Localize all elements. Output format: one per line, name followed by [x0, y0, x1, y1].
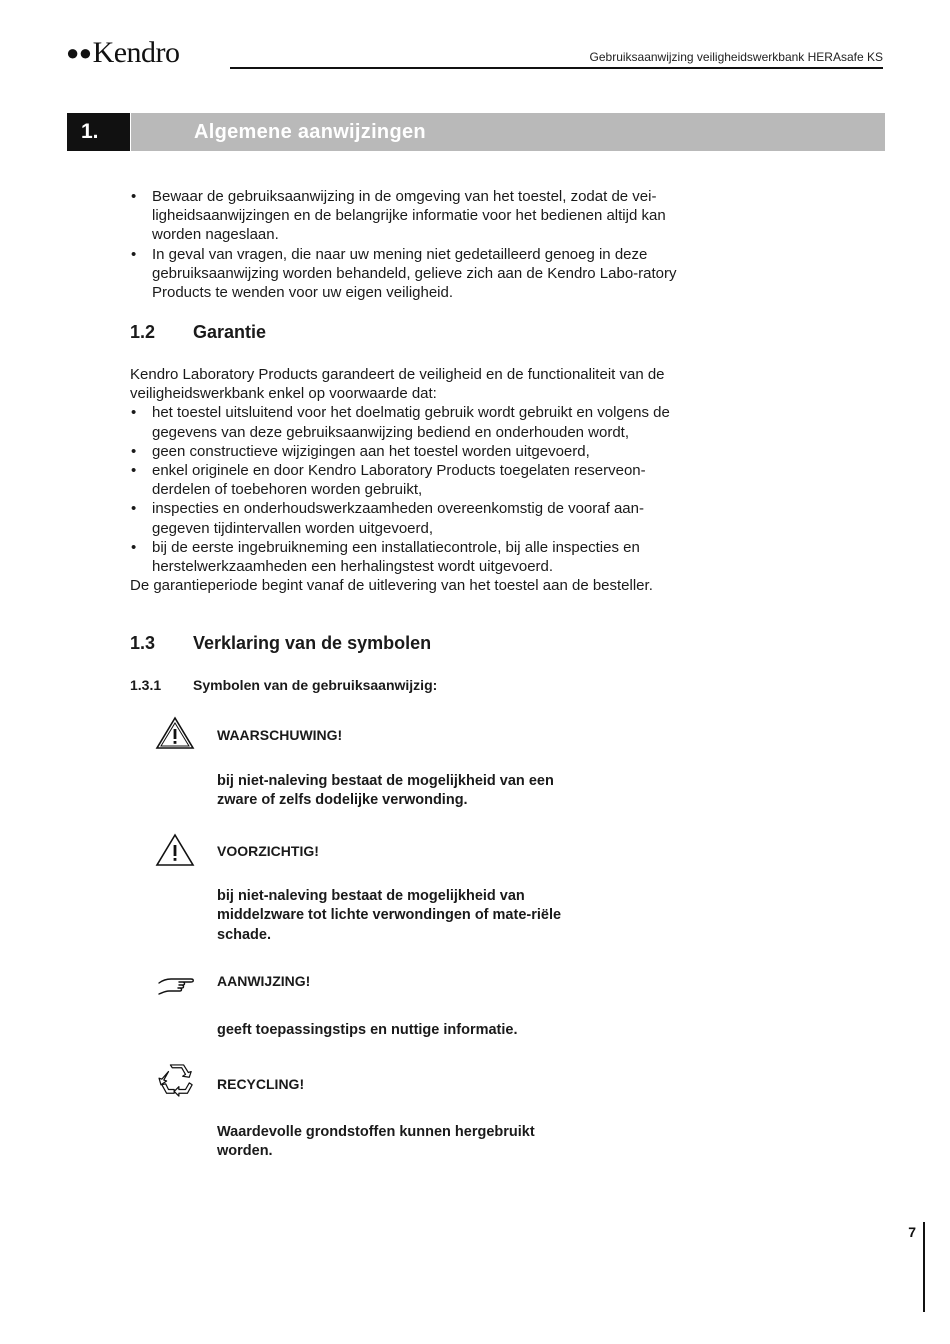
section-title: Verklaring van de symbolen	[193, 633, 432, 653]
subsection-title: Symbolen van de gebruiksaanwijzig:	[193, 677, 438, 693]
chapter-title: Algemene aanwijzingen	[131, 113, 885, 151]
kendro-logo	[66, 36, 180, 70]
section-heading-symbolen	[130, 633, 431, 654]
symbol-title-caution: VOORZICHTIG!	[217, 843, 319, 859]
section-number: 1.2	[130, 322, 156, 342]
chapter-number: 1.	[67, 113, 130, 151]
caution-triangle-icon	[155, 833, 195, 867]
section-title: Garantie	[193, 322, 267, 342]
section-number: 1.3	[130, 633, 156, 653]
intro-bullet: • In geval van vragen, die naar uw mening niet gedetailleerd genoeg in deze gebruiksaanwijzing worden behandeld, gelieve zich aan de Kendro Labo-ratory Products te wenden voor uw eigen veiligheid.	[130, 245, 685, 303]
pointing-hand-icon	[157, 969, 197, 1003]
page-number: 7	[908, 1224, 916, 1240]
subsection-number: 1.3.1	[130, 677, 162, 693]
header-rule	[230, 67, 883, 69]
garantie-bullet: • inspecties en onderhoudswerkzaamheden overeenkomstig de vooraf aan-gegeven tijdintervallen worden uitgevoerd,	[130, 499, 685, 537]
intro-bullet: • Bewaar de gebruiksaanwijzing in de omgeving van het toestel, zodat de vei-ligheidsaanwijzingen en de belangrijke informatie voor het bedienen altijd kan worden nageslaan.	[130, 187, 685, 245]
symbol-title-recycling: RECYCLING!	[217, 1076, 305, 1092]
intro-bullet-list	[130, 187, 685, 302]
symbol-desc-warning: bij niet-naleving bestaat de mogelijkheid van een zware of zelfs dodelijke verwonding.	[217, 773, 554, 809]
logo-text: Kendro	[92, 36, 180, 69]
symbol-title-note: AANWIJZING!	[217, 973, 311, 989]
recycling-icon	[157, 1064, 197, 1098]
symbol-desc-recycling: Waardevolle grondstoffen kunnen hergebruikt worden.	[217, 1124, 535, 1160]
symbol-desc-caution: bij niet-naleving bestaat de mogelijkheid van middelzware tot lichte verwondingen of mate-riële schade.	[217, 888, 562, 943]
garantie-text	[130, 365, 685, 595]
symbol-desc-note: geeft toepassingstips en nuttige informatie.	[217, 1022, 518, 1038]
logo-dots: ●●	[66, 40, 92, 65]
garantie-bullet: • enkel originele en door Kendro Laboratory Products toegelaten reserveon-derdelen of toebehoren worden gebruikt,	[130, 461, 685, 499]
garantie-intro: Kendro Laboratory Products garandeert de veiligheid en de functionaliteit van de veiligheidswerkbank enkel op voorwaarde dat:	[130, 366, 665, 403]
garantie-bullet: • het toestel uitsluitend voor het doelmatig gebruik wordt gebruikt en volgens de gegevens van deze gebruiksaanwijzing bediend en onderhouden wordt,	[130, 403, 685, 441]
warning-triangle-icon	[155, 716, 195, 750]
document-title: Gebruiksaanwijzing veiligheidswerkbank HERAsafe KS	[589, 50, 883, 64]
garantie-closing: De garantieperiode begint vanaf de uitlevering van het toestel aan de besteller.	[130, 577, 653, 595]
garantie-bullet: • geen constructieve wijzigingen aan het toestel worden uitgevoerd,	[130, 442, 685, 461]
subsection-heading	[130, 677, 437, 693]
symbol-title-warning: WAARSCHUWING!	[217, 727, 343, 743]
garantie-bullet: • bij de eerste ingebruikneming een installatiecontrole, bij alle inspecties en herstelwerkzaamheden een herhalingstest wordt uitgevoerd.	[130, 538, 685, 576]
section-heading-garantie	[130, 322, 266, 343]
page-rule	[923, 1222, 925, 1312]
